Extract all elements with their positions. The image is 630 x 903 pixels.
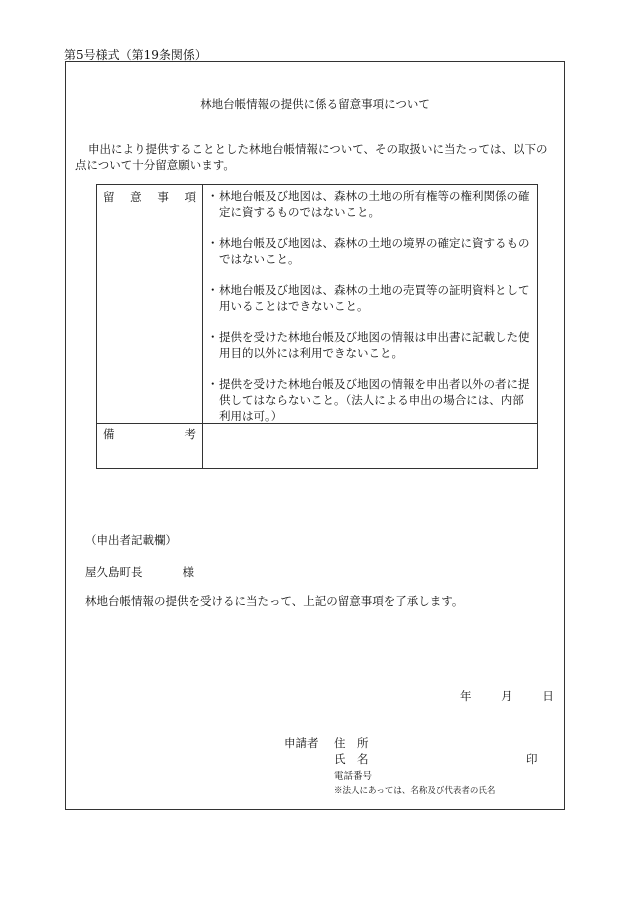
name-label: 氏 名 — [334, 752, 369, 766]
form-frame — [65, 61, 565, 810]
notice-item: ・ 林地台帳及び地図は、森林の土地の境界の確定に資するものではないこと。 — [207, 235, 533, 267]
corporate-note: ※法人にあっては、名称及び代表者の氏名 — [334, 786, 496, 796]
notice-label-char: 事 — [157, 190, 169, 204]
notice-table — [96, 184, 538, 469]
applicant-section-label: （申出者記載欄） — [85, 533, 177, 547]
honorific: 様 — [182, 565, 194, 579]
remarks-label-char: 備 — [103, 427, 115, 441]
address-label: 住 所 — [334, 736, 369, 750]
date-line — [460, 688, 554, 704]
notice-item: ・ 林地台帳及び地図は、森林の土地の所有権等の権利関係の確定に資するものではないこと。 — [207, 188, 533, 220]
notice-item: ・ 提供を受けた林地台帳及び地図の情報を申出者以外の者に提供してはならないこと。（法人による申出の場合には、内部利用は可。） — [207, 376, 533, 424]
notice-label-char: 留 — [103, 190, 115, 204]
document-title: 林地台帳情報の提供に係る留意事項について — [200, 97, 430, 111]
notice-item: ・ 林地台帳及び地図は、森林の土地の売買等の証明資料として用いることはできないこと。 — [207, 282, 533, 314]
recipient-line — [85, 564, 194, 580]
date-month-label: 月 — [501, 689, 513, 703]
remarks-label — [103, 426, 196, 442]
notice-label-char: 項 — [184, 190, 196, 204]
seal-label: 印 — [526, 752, 538, 766]
recipient-name: 屋久島町長 — [85, 565, 143, 579]
notice-item: ・ 提供を受けた林地台帳及び地図の情報は申出書に記載した使用目的以外には利用できないこと。 — [207, 329, 533, 361]
phone-label: 電話番号 — [334, 771, 373, 782]
acknowledgement-text: 林地台帳情報の提供を受けるに当たって、上記の留意事項を了承します。 — [85, 594, 464, 608]
date-day-label: 日 — [542, 689, 554, 703]
table-divider-vertical — [202, 185, 203, 468]
form-number: 第5号様式（第19条関係） — [64, 48, 207, 62]
date-year-label: 年 — [460, 689, 472, 703]
notice-label — [103, 189, 196, 205]
applicant-label: 申請者 — [284, 736, 319, 750]
remarks-label-char: 考 — [184, 427, 196, 441]
notice-items — [207, 188, 533, 439]
intro-paragraph: 申出により提供することとした林地台帳情報について、その取扱いに当たっては、以下の点について十分留意願います。 — [75, 142, 548, 172]
notice-label-char: 意 — [130, 190, 142, 204]
